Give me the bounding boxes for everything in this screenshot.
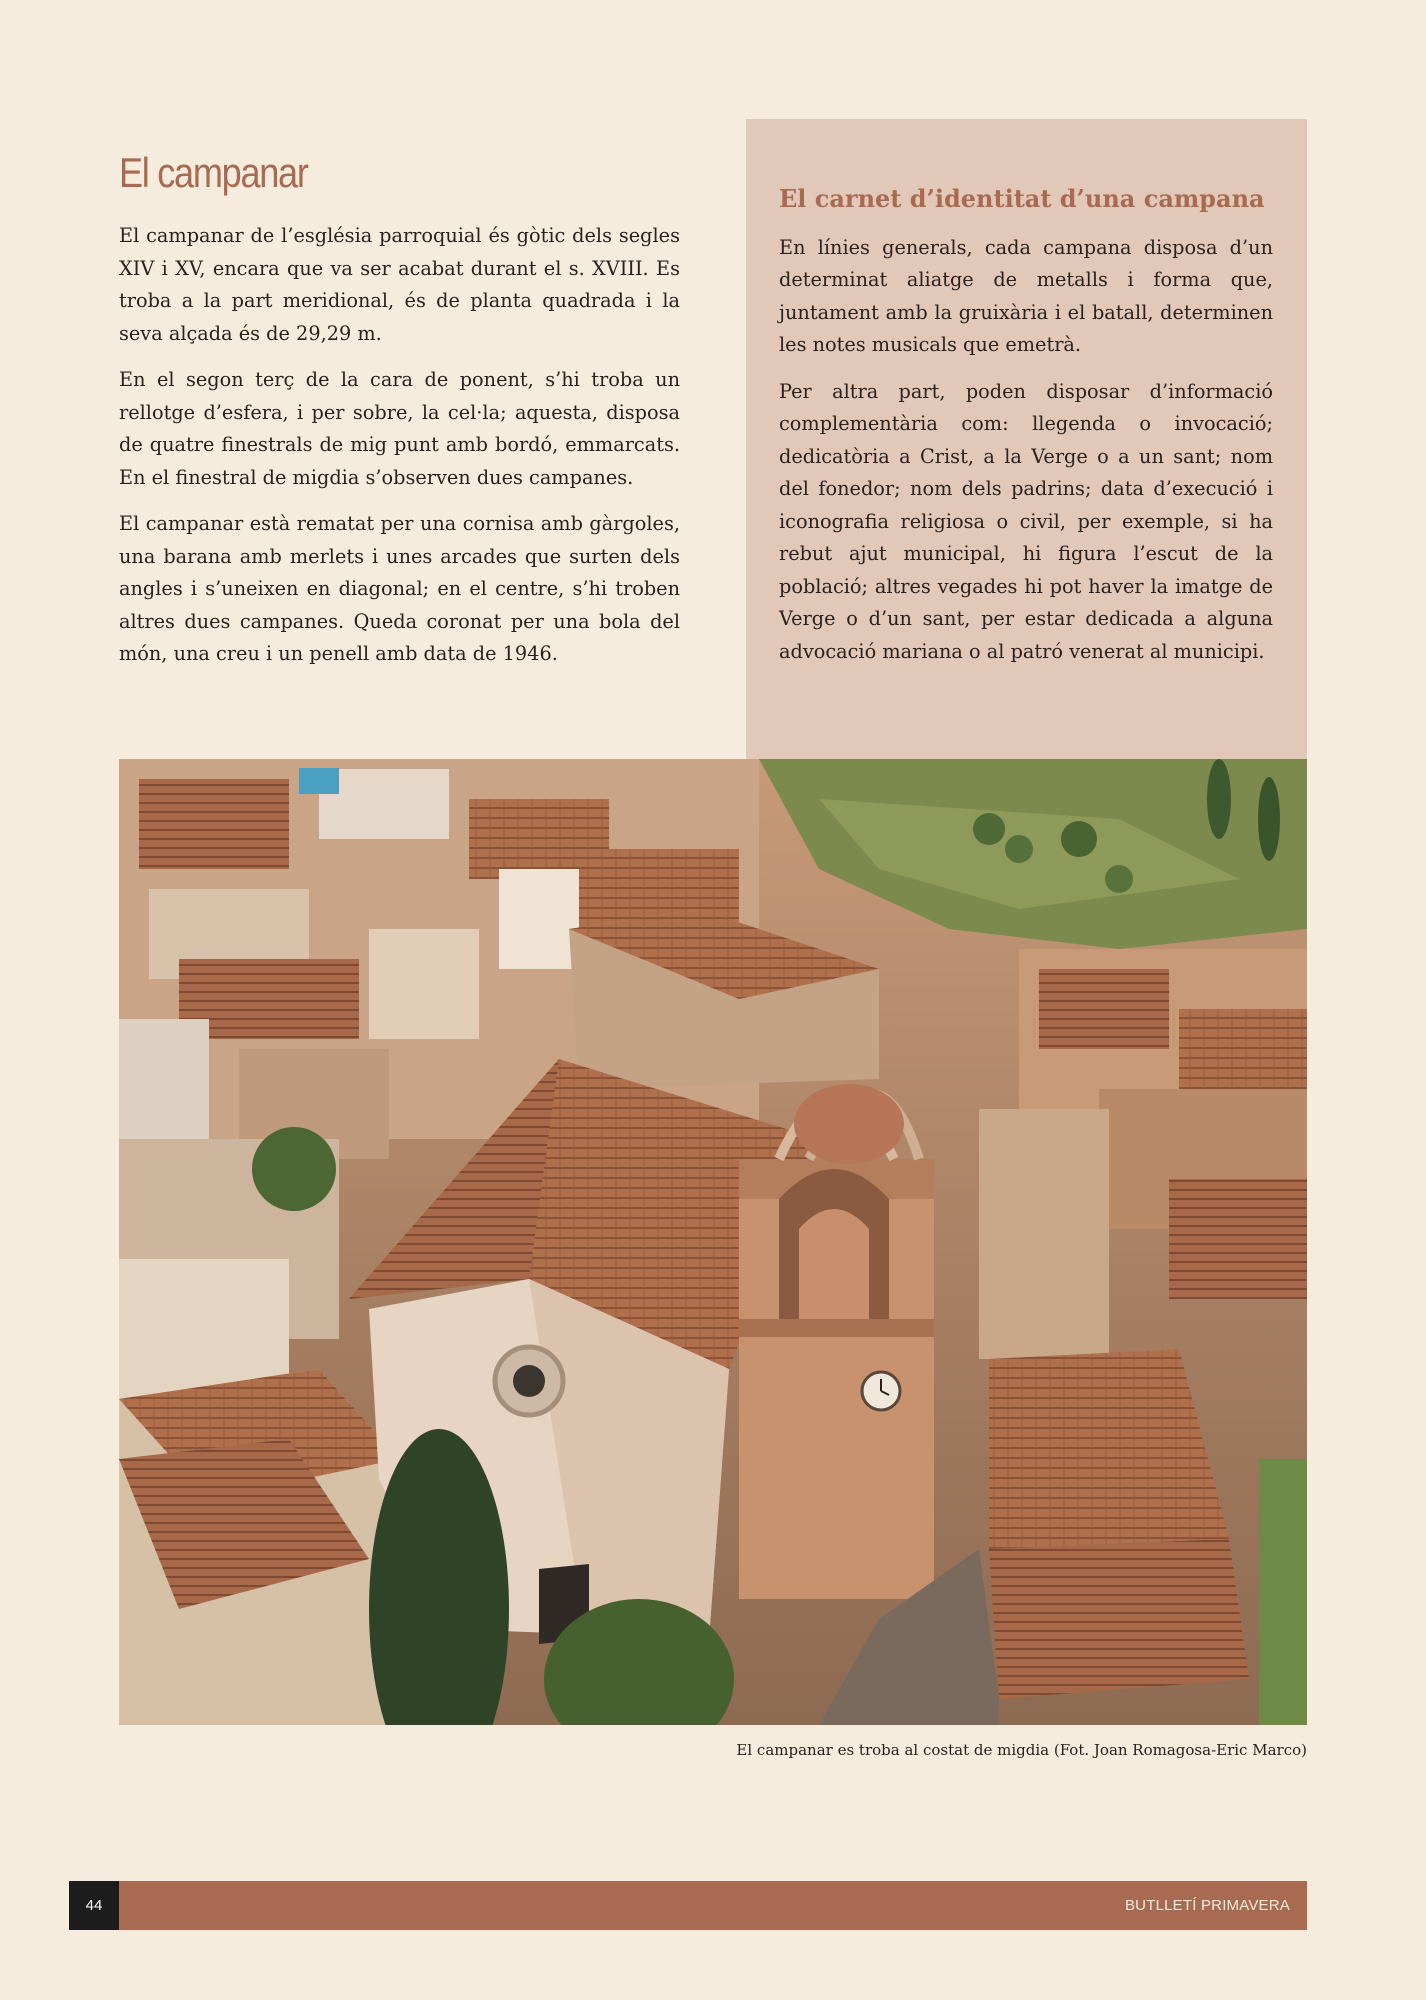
photo-caption: El campanar es troba al costat de migdia (Fot. Joan Romagosa-Eric Marco) [736,1741,1307,1759]
sidebar-paragraph-1: En línies generals, cada campana disposa d’un determinat aliatge de metalls i forma que, juntament amb la gruixària i el batall, determinen les notes musicals que emetrà. [779,235,1273,357]
sidebar-box [746,119,1307,759]
footer-bar [119,1881,1307,1930]
article-title: El campanar [119,149,308,196]
sidebar-paragraph-2: Per altra part, poden disposar d’informació complementària com: llegenda o invocació; dedicatòria a Crist, a la Verge o a un sant; nom del fonedor; nom dels padrins; data d’execució i iconografia religiosa o civil, per exemple, si ha rebut ajut municipal, hi figura l’escut de la població; altres vegades hi pot haver la imatge de Verge o d’un sant, per estar dedicada a alguna advocació mariana o al patró venerat al municipi. [779,379,1273,663]
article-paragraph-2: En el segon terç de la cara de ponent, s’hi troba un rellotge d’esfera, i per sobre, la cel·la; aquesta, disposa de quatre finestrals de mig punt amb bordó, emmarcats. En el finestral de migdia s’observen dues campanes. [119,368,680,489]
article-paragraph-3: El campanar està rematat per una cornisa amb gàrgoles, una barana amb merlets i unes arcades que surten dels angles i s’uneixen en diagonal; en el centre, s’hi troben altres dues campanes. Queda coronat per una bola del món, una creu i un penell amb data de 1946. [119,512,680,666]
church-aerial-photo [119,759,1307,1725]
article [119,150,680,685]
page-number: 44 [69,1881,119,1930]
publication-label: BUTLLETÍ PRIMAVERA [1124,1897,1290,1914]
article-paragraph-1: El campanar de l’església parroquial és gòtic dels segles XIV i XV, encara que va ser acabat durant el s. XVIII. Es troba a la part meridional, és de planta quadrada i la seva alçada és de 29,29 m. [119,224,680,345]
sidebar-title: El carnet d’identitat d’una campana [779,184,1265,213]
